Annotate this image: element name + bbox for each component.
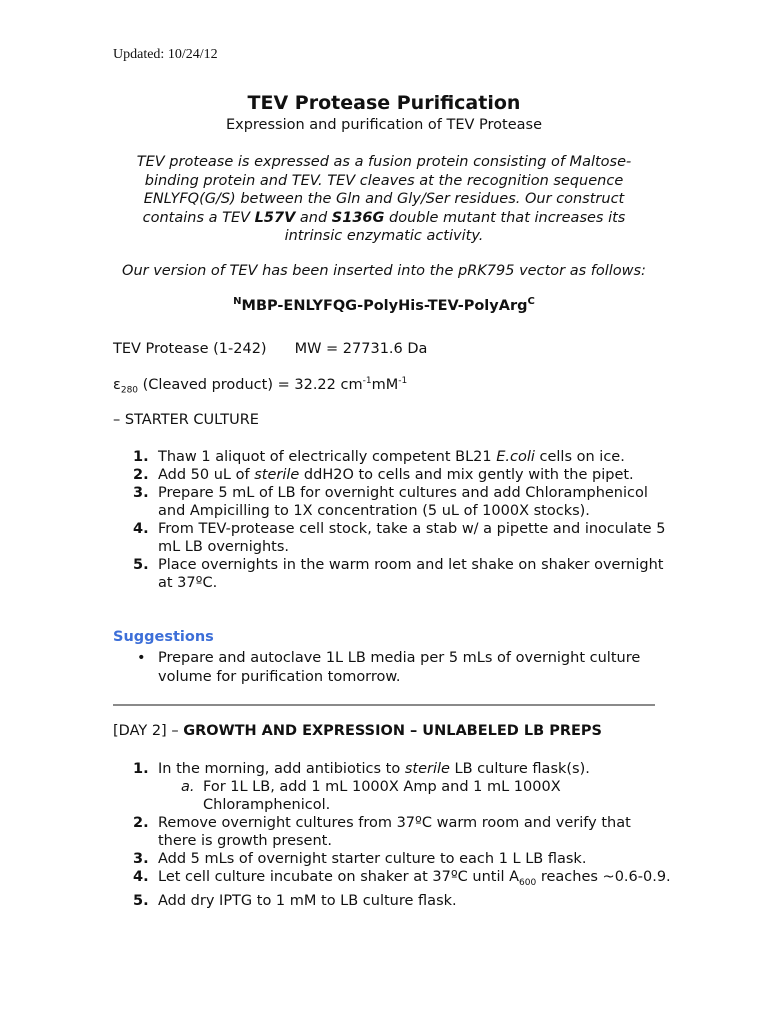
step-text-end: reaches ~0.6-0.9.: [536, 869, 671, 885]
step-text: Place overnights in the warm room and let shake on shaker overnight at 37ºC.: [158, 557, 664, 591]
absorbance-wavelength: 600: [519, 877, 537, 888]
starter-culture-heading: [113, 412, 259, 428]
starter-title: STARTER CULTURE: [124, 412, 259, 428]
substep-letter: a.: [181, 779, 195, 795]
step-number: 4.: [133, 521, 149, 537]
page-subtitle: Expression and purification of TEV Protease: [225, 117, 543, 133]
step-text-end: LB culture flask(s).: [449, 761, 590, 777]
step-number: 1.: [133, 761, 149, 777]
list-item: [113, 484, 673, 520]
mutation-s136g: S136G: [331, 209, 385, 226]
starter-steps-list: [113, 448, 673, 592]
step-number: 2.: [133, 815, 149, 831]
day2-prefix: [DAY 2] –: [113, 723, 184, 739]
vector-paragraph: Our version of TEV has been inserted into the pRK795 vector as follows:: [122, 263, 646, 279]
step-number: 3.: [133, 485, 149, 501]
page-title: TEV Protease Purification: [247, 92, 521, 114]
intro-text-b: and: [295, 209, 332, 226]
suggestions-list: [113, 649, 673, 687]
construct-n-terminus: N: [233, 296, 242, 307]
list-item: [113, 466, 673, 484]
intro-text-a: TEV protease is expressed as a fusion protein consisting of Maltose-binding protein and TEV. TEV cleaves at the recognition sequence ENLYFQ(G/S) between the Gln and Gly/Ser residues. Our construct contains a TEV: [136, 154, 632, 226]
step-number: 3.: [133, 851, 149, 867]
list-item: [113, 814, 673, 850]
step-text: Thaw 1 aliquot of electrically competent BL21: [158, 449, 497, 465]
day2-title: GROWTH AND EXPRESSION – UNLABELED LB PREPS: [183, 723, 602, 739]
step-text: Let cell culture incubate on shaker at 37ºC until A: [158, 869, 520, 885]
step-text: Remove overnight cultures from 37ºC warm room and verify that there is growth present.: [158, 815, 631, 849]
epsilon-unit-exp-1: -1: [362, 376, 372, 386]
list-item: [113, 778, 673, 814]
day2-heading: [113, 723, 602, 739]
step-number: 5.: [133, 892, 149, 909]
step-italic: sterile: [254, 467, 300, 483]
list-item: [113, 556, 673, 592]
step-text: Add 50 uL of: [158, 467, 255, 483]
step-text: In the morning, add antibiotics to: [158, 761, 405, 777]
epsilon-text: (Cleaved product) = 32.22 cm: [138, 376, 363, 393]
section-divider: [113, 704, 655, 706]
list-item: [113, 448, 673, 466]
step-text: From TEV-protease cell stock, take a stab w/ a pipette and inoculate 5 mL LB overnights.: [158, 521, 666, 555]
step-number: 2.: [133, 467, 149, 483]
epsilon-unit-mid: mM: [371, 376, 399, 393]
intro-paragraph: [118, 153, 650, 246]
list-item: [113, 520, 673, 556]
list-item: [113, 850, 673, 868]
intro-text-c: double mutant that increases its intrinsic enzymatic activity.: [284, 209, 626, 244]
step-number: 5.: [133, 557, 149, 573]
epsilon-wavelength: 280: [120, 385, 139, 396]
step-text-end: ddH2O to cells and mix gently with the pipet.: [299, 467, 634, 483]
list-item: [113, 892, 673, 910]
construct-sequence: [0, 296, 768, 314]
step-text: Add 5 mLs of overnight starter culture to each 1 L LB flask.: [158, 851, 587, 867]
step-italic: sterile: [404, 761, 450, 777]
step-number: 1.: [133, 449, 149, 465]
step-number: 4.: [133, 869, 149, 885]
extinction-coefficient-line: [113, 376, 407, 396]
construct-text: MBP-ENLYFQG-PolyHis-TEV-PolyArg: [241, 297, 528, 314]
step-text-end: cells on ice.: [534, 449, 625, 465]
protein-name: TEV Protease (1-242): [113, 341, 267, 357]
step-text: Prepare 5 mL of LB for overnight cultures and add Chloramphenicol and Ampicilling to 1X concentration (5 uL of 1000X stocks).: [158, 485, 648, 519]
list-item: [113, 868, 673, 892]
bullet-icon: •: [137, 650, 146, 666]
molecular-weight-line: [113, 341, 427, 357]
updated-date: Updated: 10/24/12: [113, 47, 218, 62]
step-text: Add dry IPTG to 1 mM to LB culture flask.: [158, 892, 457, 909]
construct-c-terminus: C: [527, 296, 535, 307]
list-item: [113, 760, 673, 778]
list-item: [113, 649, 673, 687]
epsilon-unit-exp-2: -1: [398, 376, 408, 386]
day2-steps-list: [113, 760, 673, 910]
epsilon-symbol: ε: [113, 376, 121, 393]
step-italic: E.coli: [496, 449, 535, 465]
suggestion-text: Prepare and autoclave 1L LB media per 5 mLs of overnight culture volume for purification tomorrow.: [158, 650, 641, 685]
starter-prefix: –: [113, 412, 125, 428]
step-text: For 1L LB, add 1 mL 1000X Amp and 1 mL 1000X Chloramphenicol.: [203, 779, 561, 813]
mutation-l57v: L57V: [254, 209, 296, 226]
molecular-weight: MW = 27731.6 Da: [294, 341, 428, 357]
suggestions-heading: Suggestions: [113, 629, 214, 645]
